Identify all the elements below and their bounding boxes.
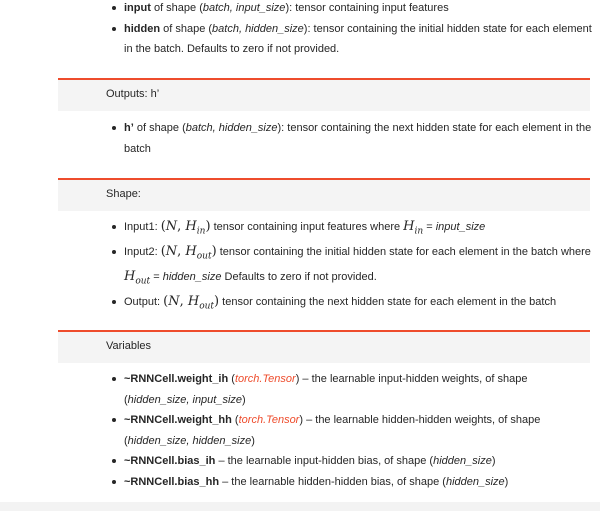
- list-item: h’ of shape (batch, hidden_size): tensor containing the next hidden state for each element in the batch: [112, 118, 592, 159]
- bottom-strip: [0, 502, 600, 511]
- list-item: ~RNNCell.weight_ih (torch.Tensor) – the learnable input-hidden weights, of shape (hidden_size, input_size): [112, 369, 592, 410]
- variables-list: [112, 369, 592, 492]
- inputs-list: [112, 0, 592, 60]
- math-expression: (N, $H_{out}$): [163, 294, 220, 312]
- math-expression: (N, $H_{in}$): [160, 219, 211, 237]
- list-item: input of shape (batch, input_size): tensor containing input features: [112, 0, 592, 19]
- math-expression: (N, $H_{out}$): [160, 244, 217, 262]
- list-item: Input1: (N, $H_{in}$) tensor containing input features where $H_{in}$ = input_size: [112, 217, 592, 242]
- type-link[interactable]: torch.Tensor: [234, 373, 296, 385]
- list-item: ~RNNCell.weight_hh (torch.Tensor) – the learnable hidden-hidden weights, of shape (hidden_size, hidden_size): [112, 410, 592, 451]
- list-item: Input2: (N, $H_{out}$) tensor containing the initial hidden state for each element in the batch where $H_{out}$ = hidden_size Defaults to zero if not provided.: [112, 242, 592, 292]
- list-item: Output: (N, $H_{out}$) tensor containing the next hidden state for each element in the batch: [112, 292, 592, 317]
- list-item: hidden of shape (batch, hidden_size): tensor containing the initial hidden state for each element in the batch. Defaults to zero if not provided.: [112, 19, 592, 60]
- outputs-header: [58, 78, 590, 111]
- math-expression: $H_{in}$: [403, 219, 424, 237]
- variables-title: Variables: [106, 340, 152, 352]
- list-item: ~RNNCell.bias_hh – the learnable hidden-hidden bias, of shape (hidden_size): [112, 472, 592, 493]
- type-link[interactable]: torch.Tensor: [238, 414, 300, 426]
- variables-header: [58, 330, 590, 363]
- list-item: ~RNNCell.bias_ih – the learnable input-hidden bias, of shape (hidden_size): [112, 451, 592, 472]
- outputs-list: [112, 118, 592, 159]
- math-expression: $H_{out}$: [124, 269, 151, 287]
- outputs-title: Outputs: h’: [106, 88, 160, 100]
- shape-title: Shape:: [106, 188, 141, 200]
- shape-header: [58, 178, 590, 211]
- shape-list: [112, 217, 592, 317]
